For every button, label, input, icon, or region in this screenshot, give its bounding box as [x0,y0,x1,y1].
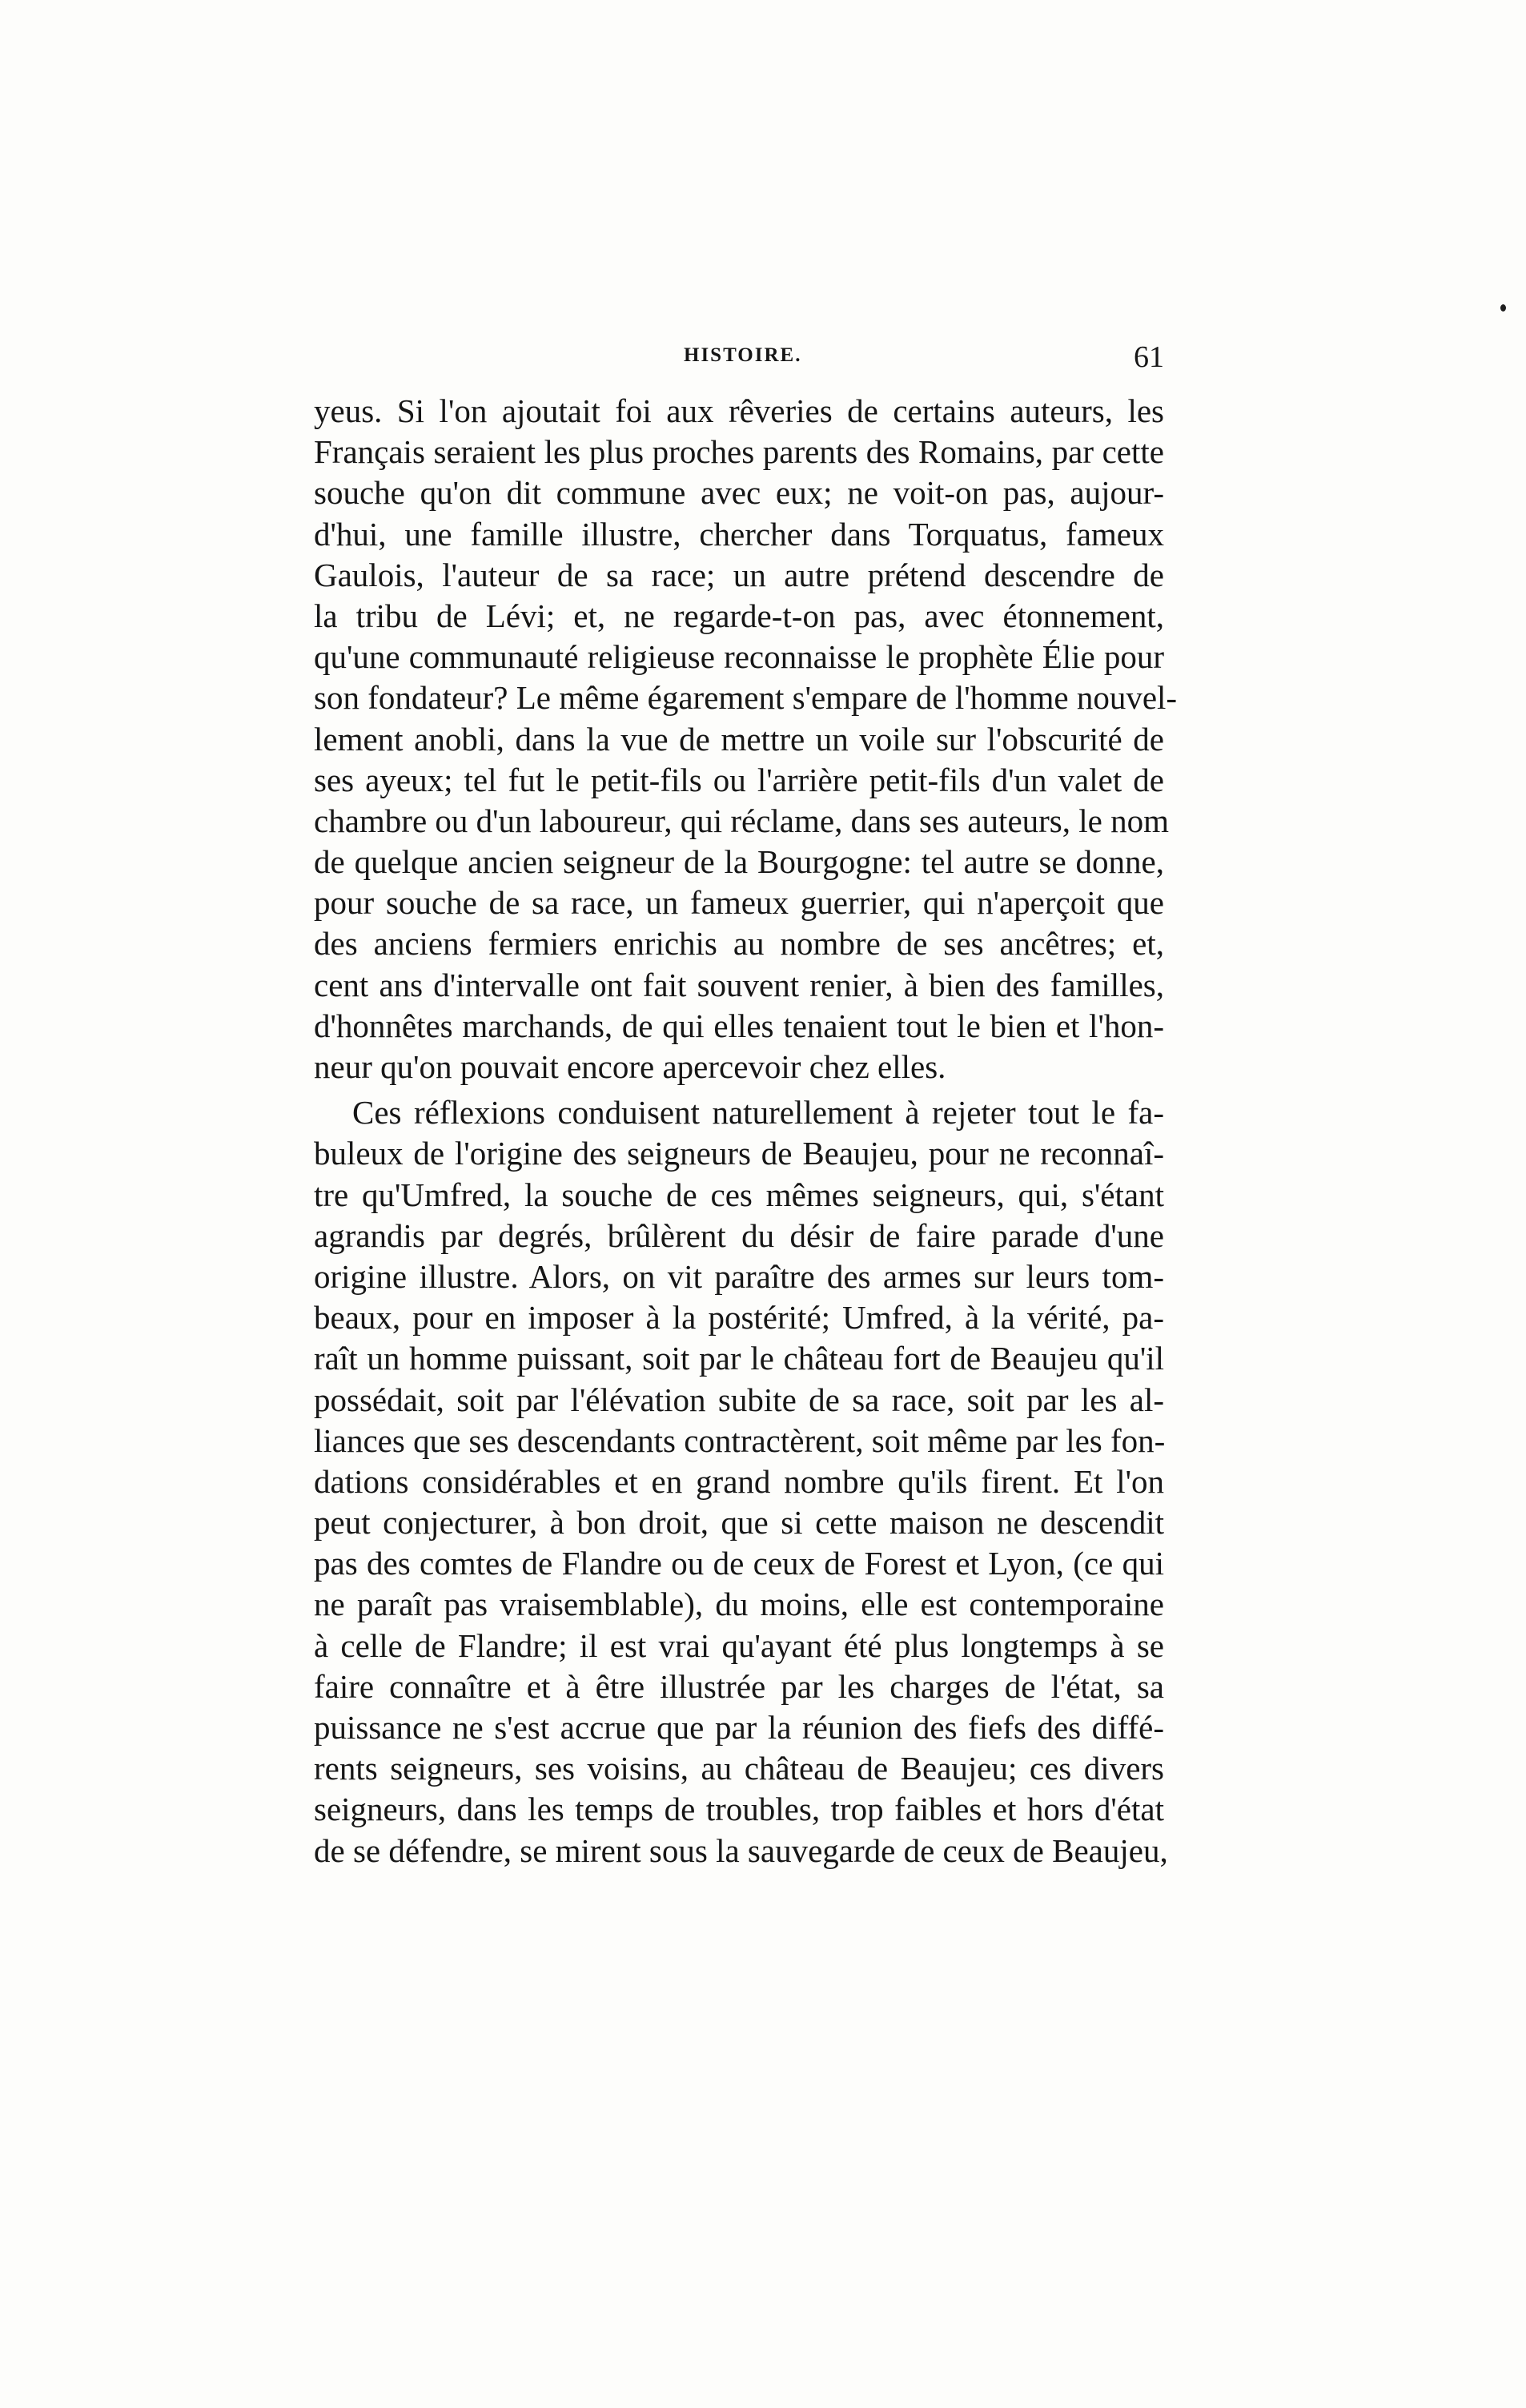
text-line: puissance ne s'est accrue que par la réunion des fiefs des diffé- [314,1709,1164,1746]
text-line: neur qu'on pouvait encore apercevoir chez elles. [314,1048,946,1085]
text-line: chambre ou d'un laboureur, qui réclame, dans ses auteurs, le nom [314,802,1169,839]
text-line: d'hui, une famille illustre, chercher dans Torquatus, fameux [314,515,1164,553]
text-line: son fondateur? Le même égarement s'empare de l'homme nouvel- [314,679,1178,717]
text-line: rents seigneurs, ses voisins, au château de Beaujeu; ces divers [314,1750,1164,1787]
text-line: pas des comtes de Flandre ou de ceux de Forest et Lyon, (ce qui [314,1545,1164,1582]
text-line: cent ans d'intervalle ont fait souvent renier, à bien des familles, [314,966,1164,1003]
text-line: des anciens fermiers enrichis au nombre de ses ancêtres; et, [314,925,1164,963]
text-line: d'honnêtes marchands, de qui elles tenaient tout le bien et l'hon- [314,1007,1164,1044]
text-line: faire connaître et à être illustrée par les charges de l'état, sa [314,1667,1164,1705]
text-line: ne paraît pas vraisemblable), du moins, elle est contemporaine [314,1586,1164,1623]
text-line: qu'une communauté religieuse reconnaisse le prophète Élie pour [314,638,1164,676]
text-line: la tribu de Lévi; et, ne regarde-t-on pas, avec étonnement, [314,597,1164,634]
text-line: Français seraient les plus proches parents des Romains, par cette [314,433,1164,471]
text-line: tre qu'Umfred, la souche de ces mêmes seigneurs, qui, s'étant [314,1176,1164,1213]
text-line: beaux, pour en imposer à la postérité; Umfred, à la vérité, pa- [314,1299,1164,1337]
ink-speck [1500,304,1506,312]
text-line: pour souche de sa race, un fameux guerrier, qui n'aperçoit que [314,884,1164,922]
text-line: Ces réflexions conduisent naturellement à rejeter tout le fa- [352,1094,1164,1132]
paragraph-1 [314,391,1178,1087]
running-title: HISTOIRE. [684,344,802,366]
text-line: souche qu'on dit commune avec eux; ne voit-on pas, aujour- [314,474,1164,512]
body-text [314,391,1178,1871]
text-line: lement anobli, dans la vue de mettre un voile sur l'obscurité de [314,720,1164,758]
text-line: ses ayeux; tel fut le petit-fils ou l'arrière petit-fils d'un valet de [314,761,1164,798]
text-line: yeus. Si l'on ajoutait foi aux rêveries de certains auteurs, les [314,392,1164,429]
text-line: de se défendre, se mirent sous la sauvegarde de ceux de Beaujeu, [314,1831,1168,1869]
paragraph-2 [314,1092,1168,1871]
text-line: Gaulois, l'auteur de sa race; un autre prétend descendre de [314,556,1164,593]
text-line: à celle de Flandre; il est vrai qu'ayant été plus longtemps à se [314,1626,1164,1664]
text-line: peut conjecturer, à bon droit, que si cette maison ne descendit [314,1504,1164,1542]
text-line: raît un homme puissant, soit par le château fort de Beaujeu qu'il [314,1340,1164,1377]
text-line: dations considérables et en grand nombre qu'ils firent. Et l'on [314,1462,1164,1500]
text-line: agrandis par degrés, brûlèrent du désir de faire parade d'une [314,1216,1164,1254]
running-header [314,340,1164,376]
text-line: possédait, soit par l'élévation subite de sa race, soit par les al- [314,1381,1164,1418]
text-line: seigneurs, dans les temps de troubles, trop faibles et hors d'état [314,1791,1164,1828]
text-line: liances que ses descendants contractèrent, soit même par les fon- [314,1421,1166,1459]
text-line: origine illustre. Alors, on vit paraître des armes sur leurs tom- [314,1257,1164,1295]
page-number: 61 [1134,340,1164,374]
text-line: de quelque ancien seigneur de la Bourgogne: tel autre se donne, [314,843,1164,881]
text-line: buleux de l'origine des seigneurs de Beaujeu, pour ne reconnaî- [314,1135,1164,1172]
